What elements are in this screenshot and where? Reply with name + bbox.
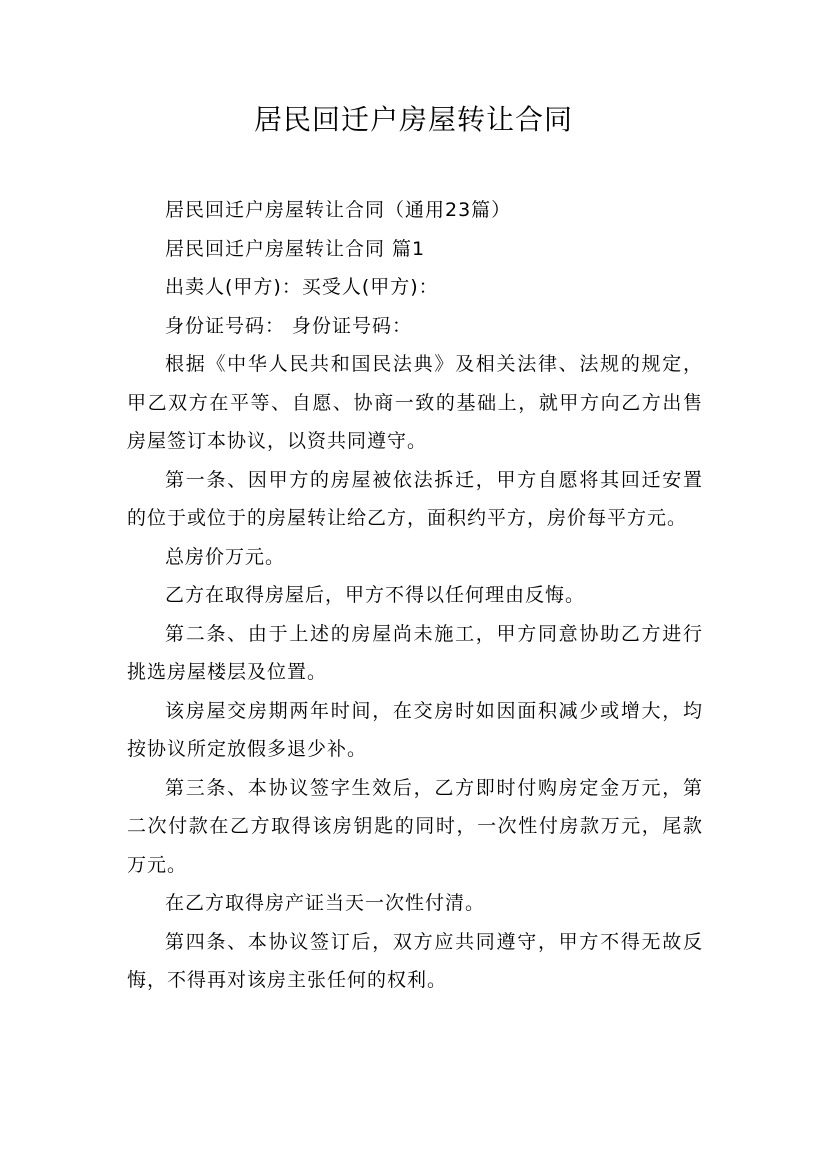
paragraph-collection-title: 居民回迁户房屋转让合同（通用23篇） <box>165 199 512 221</box>
document-body <box>127 191 703 1000</box>
paragraph-final-payment: 在乙方取得房产证当天一次性付清。 <box>165 892 486 914</box>
paragraph-no-regret: 乙方在取得房屋后，甲方不得以任何理由反悔。 <box>165 584 586 606</box>
paragraph-parties: 出卖人(甲方)：买受人(甲方)： <box>165 276 439 298</box>
paragraph-article-2: 第二条、由于上述的房屋尚未施工，甲方同意协助乙方进行挑选房屋楼层及位置。 <box>127 622 703 683</box>
paragraph-section-heading: 居民回迁户房屋转让合同 篇1 <box>165 237 426 260</box>
paragraph-total-price: 总房价万元。 <box>165 545 286 568</box>
paragraph-article-4: 第四条、本协议签订后，双方应共同遵守，甲方不得无故反悔，不得再对该房主张任何的权利。 <box>127 930 703 991</box>
document-title: 居民回迁户房屋转让合同 <box>253 103 573 136</box>
paragraph-article-3: 第三条、本协议签字生效后，乙方即时付购房定金万元，第二次付款在乙方取得该房钥匙的同时，一次性付房款万元，尾款万元。 <box>127 776 703 876</box>
paragraph-id-numbers: 身份证号码： 身份证号码： <box>165 314 413 337</box>
paragraph-delivery: 该房屋交房期两年时间，在交房时如因面积减少或增大，均按协议所定放假多退少补。 <box>127 699 703 760</box>
paragraph-article-1: 第一条、因甲方的房屋被依法拆迁，甲方自愿将其回迁安置的位于或位于的房屋转让给乙方，面积约平方，房价每平方元。 <box>127 468 703 529</box>
paragraph-preamble: 根据《中华人民共和国民法典》及相关法律、法规的规定，甲乙双方在平等、自愿、协商一致的基础上，就甲方向乙方出售房屋签订本协议，以资共同遵守。 <box>127 353 703 452</box>
